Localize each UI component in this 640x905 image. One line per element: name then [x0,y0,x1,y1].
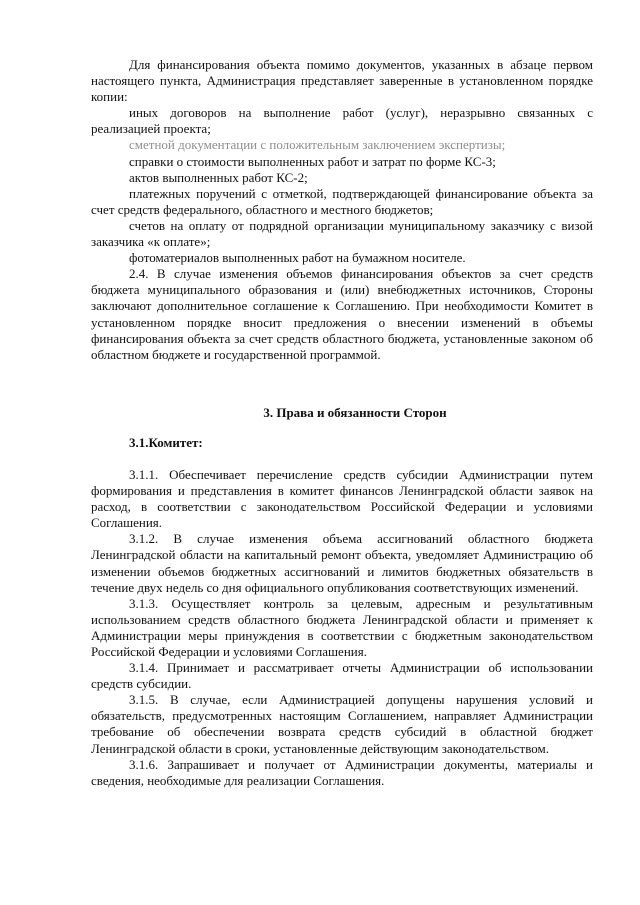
section-heading: 3. Права и обязанности Сторон [263,404,447,420]
paragraph-3-1-2: 3.1.2. В случае изменения объема ассигнований областного бюджета Ленинградской области на капитальный ремонт объекта, уведомляет Администрацию об изменении объемов бюджетных ассигнований и лимитов бюджетных обязательств в течение двух недель со дня официального опубликования соответствующих изменений. [91,531,593,595]
list-item-payment-orders: платежных поручений с отметкой, подтверждающей финансирование объекта за счет средств федерального, областного и местного бюджетов; [91,185,593,217]
paragraph-3-1-3: 3.1.3. Осуществляет контроль за целевым, адресным и результативным использованием средств областного бюджета Ленинградской области и применяет к Администрации меры принуждения в соответствии с бюджетным законодательством Российской Федерации и условиями Соглашения. [91,595,593,659]
paragraph-3-1-6: 3.1.6. Запрашивает и получает от Администрации документы, материалы и сведения, необходимые для реализации Соглашения. [91,756,593,788]
list-item-estimate-docs: сметной документации с положительным заключением экспертизы; [129,137,506,153]
list-item-contracts: иных договоров на выполнение работ (услуг), неразрывно связанных с реализацией проекта; [91,105,593,137]
list-item-ks3: справки о стоимости выполненных работ и затрат по форме КС-3; [129,153,496,169]
paragraph-3-1-5: 3.1.5. В случае, если Администрацией допущены нарушения условий и обязательств, предусмотренных настоящим Соглашением, направляет Администрации требование об обеспечении возврата средств субсидий в областной бюджет Ленинградской области в сроки, установленные действующим законодательством. [91,692,593,756]
spacer [91,363,593,405]
list-item-ks2: актов выполненных работ КС-2; [129,169,308,185]
list-item-photos: фотоматериалов выполненных работ на бумажном носителе. [129,250,466,266]
spacer [91,451,593,467]
paragraph-3-1-1: 3.1.1. Обеспечивает перечисление средств субсидии Администрации путем формирования и представления в комитет финансов Ленинградской области заявок на расход, в соответствии с законодательством Российской Федерации и условиями Соглашения. [91,466,593,531]
paragraph-financing-intro: Для финансирования объекта помимо документов, указанных в абзаце первом настоящего пункта, Администрация представляет заверенные в установленном порядке копии: [91,57,593,105]
spacer [91,421,593,435]
subsection-heading: 3.1.Комитет: [129,434,203,450]
paragraph-3-1-4: 3.1.4. Принимает и рассматривает отчеты Администрации об использовании средств субсидии. [91,660,593,692]
paragraph-2-4: 2.4. В случае изменения объемов финансирования объектов за счет средств бюджета муниципального образования и (или) внебюджетных источников, Стороны заключают дополнительное соглашение к Соглашению. При необходимости Комитет в установленном порядке вносит предложения о внесении изменений в объемы финансирования объекта за счет средств областного бюджета, установленные законом об областном бюджете и государственной программой. [91,266,593,362]
document-body [91,57,593,789]
list-item-invoices: счетов на оплату от подрядной организации муниципальному заказчику с визой заказчика «к оплате»; [91,217,593,250]
